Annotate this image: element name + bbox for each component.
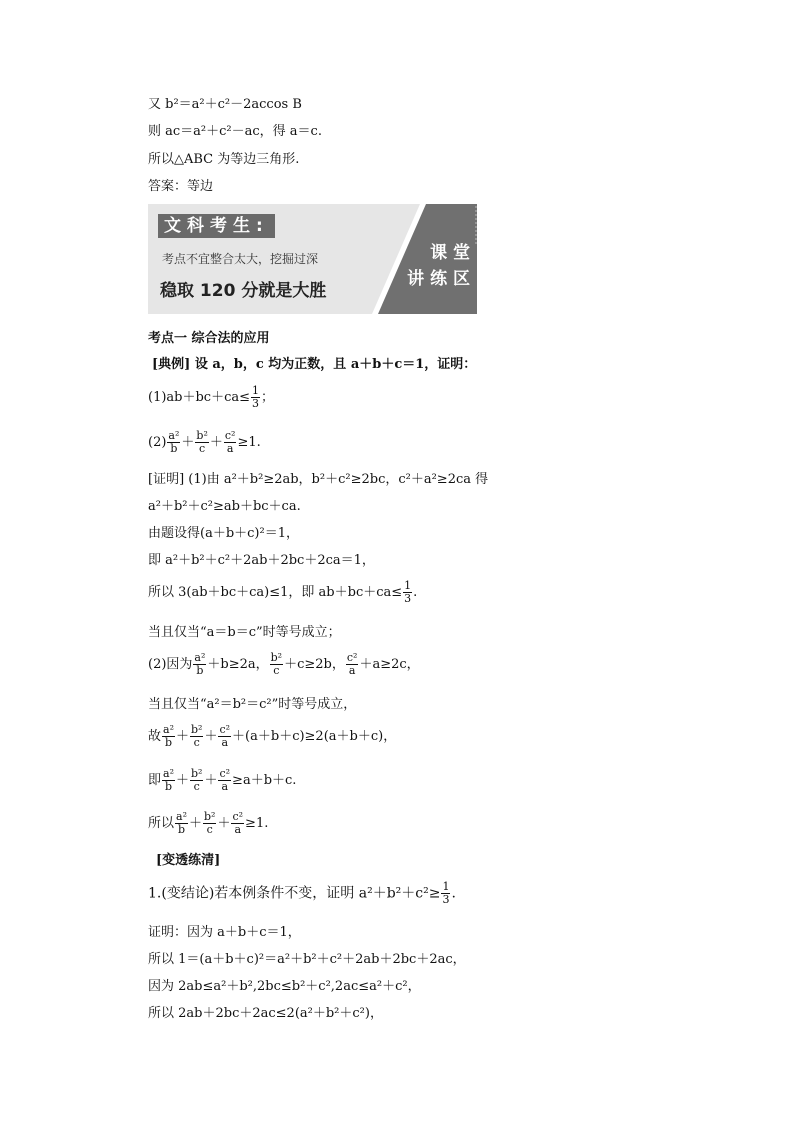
fraction-c2-a-2: $\frac{\text{c²}}{a}$ [346, 651, 358, 677]
solution-line-3: 因为 2ab≤a²＋b²,2bc≤b²＋c²,2ac≤a²＋c²， [148, 979, 421, 994]
line-ac-equation: 则 ac＝a²＋c²－ac，得 a＝c. [148, 124, 322, 139]
proof-line-11: 所以 $\frac{\text{a²}}{b}$ ＋ $\frac{\text{b²}}{c}$ ＋ $\frac{\text{c²}}{a}$ ≥1. [148, 810, 269, 836]
proof-line-9: 故 $\frac{\text{a²}}{b}$ ＋ $\frac{\text{b²}}{c}$ ＋ $\frac{\text{c²}}{a}$ ＋(a＋b＋c)≥2(a＋b＋c)， [148, 723, 397, 749]
fraction-a2-b-4: $\frac{\text{a²}}{b}$ [163, 767, 174, 793]
banner-headline: 稳取 120 分就是大胜 [160, 281, 327, 301]
question-1: (1)ab＋bc＋ca≤ $\frac{1}{3}$ ； [148, 384, 275, 410]
fraction-a2-b-3: $\frac{\text{a²}}{b}$ [163, 723, 174, 749]
solution-line-2: 所以 1＝(a＋b＋c)²＝a²＋b²＋c²＋2ab＋2bc＋2ac， [148, 952, 466, 967]
banner-subtitle: 考点不宜整合太大，挖掘过深 [162, 252, 319, 266]
banner-right-text: 课 堂 讲 练 区 [407, 243, 470, 289]
example-statement: [典例] 设 a，b，c 均为正数，且 a＋b＋c＝1，证明： [152, 357, 477, 372]
fraction-one-third: $\frac{1}{3}$ [252, 384, 260, 410]
fraction-c2-a-4: $\frac{\text{c²}}{a}$ [219, 767, 231, 793]
fraction-a2-b-5: $\frac{\text{a²}}{b}$ [176, 810, 187, 836]
fraction-c2-a-3: $\frac{\text{c²}}{a}$ [219, 723, 231, 749]
fraction-a2-b-2: $\frac{\text{a²}}{b}$ [194, 651, 206, 677]
line-equilateral-conclusion: 所以△ABC 为等边三角形. [148, 152, 300, 167]
exercise-1: 1.(变结论)若本例条件不变，证明 a²＋b²＋c²≥ $\frac{1}{3}$ . [148, 880, 456, 906]
proof-line-7: (2)因为 $\frac{\text{a²}}{b}$ ＋b≥2a， $\frac{\text{b²}}{c}$ ＋c≥2b， $\frac{\text{c²}}{a}$ ＋a≥2c， [148, 651, 420, 677]
section-heading: 考点一 综合法的应用 [148, 331, 270, 346]
proof-line-8: 当且仅当“a²＝b²＝c²”时等号成立， [148, 697, 357, 712]
fraction-b2-c-3: $\frac{\text{b²}}{c}$ [191, 723, 203, 749]
fraction-b2-c-2: $\frac{\text{b²}}{c}$ [270, 651, 283, 677]
line-law-of-cosines: 又 b²＝a²＋c²－2accos B [148, 97, 302, 112]
fraction-c2-a: $\frac{\text{c²}}{a}$ [224, 429, 236, 455]
proof-line-10: 即 $\frac{\text{a²}}{b}$ ＋ $\frac{\text{b²}}{c}$ ＋ $\frac{\text{c²}}{a}$ ≥a＋b＋c. [148, 767, 297, 793]
solution-line-1: 证明：因为 a＋b＋c＝1， [148, 925, 301, 940]
fraction-one-third-3: $\frac{1}{3}$ [442, 880, 450, 906]
proof-line-3: 由题设得(a＋b＋c)²＝1， [148, 526, 299, 541]
fraction-c2-a-5: $\frac{\text{c²}}{a}$ [232, 810, 244, 836]
proof-line-5: 所以 3(ab＋bc＋ca)≤1，即 ab＋bc＋ca≤ $\frac{1}{3}$ . [148, 579, 418, 605]
banner-tag: 文科考生: [158, 214, 275, 238]
proof-line-2: a²＋b²＋c²≥ab＋bc＋ca. [148, 499, 301, 514]
fraction-b2-c-5: $\frac{\text{b²}}{c}$ [204, 810, 216, 836]
question-2: (2) $\frac{\text{a²}}{b}$ ＋ $\frac{\text{b²}}{c}$ ＋ $\frac{\text{c²}}{a}$ ≥1. [148, 429, 261, 455]
solution-line-4: 所以 2ab＋2bc＋2ac≤2(a²＋b²＋c²)， [148, 1006, 383, 1021]
section-banner [148, 204, 477, 314]
proof-line-4: 即 a²＋b²＋c²＋2ab＋2bc＋2ca＝1， [148, 553, 375, 568]
fraction-b2-c: $\frac{\text{b²}}{c}$ [196, 429, 208, 455]
fraction-a2-b: $\frac{\text{a²}}{b}$ [168, 429, 180, 455]
proof-line-1: [证明] (1)由 a²＋b²≥2ab，b²＋c²≥2bc，c²＋a²≥2ca 得 [148, 472, 489, 487]
fraction-one-third-2: $\frac{1}{3}$ [404, 579, 412, 605]
proof-line-6: 当且仅当“a＝b＝c”时等号成立； [148, 625, 341, 640]
fraction-b2-c-4: $\frac{\text{b²}}{c}$ [191, 767, 203, 793]
answer-line: 答案：等边 [148, 179, 214, 194]
practice-heading: [变透练清] [156, 853, 221, 868]
